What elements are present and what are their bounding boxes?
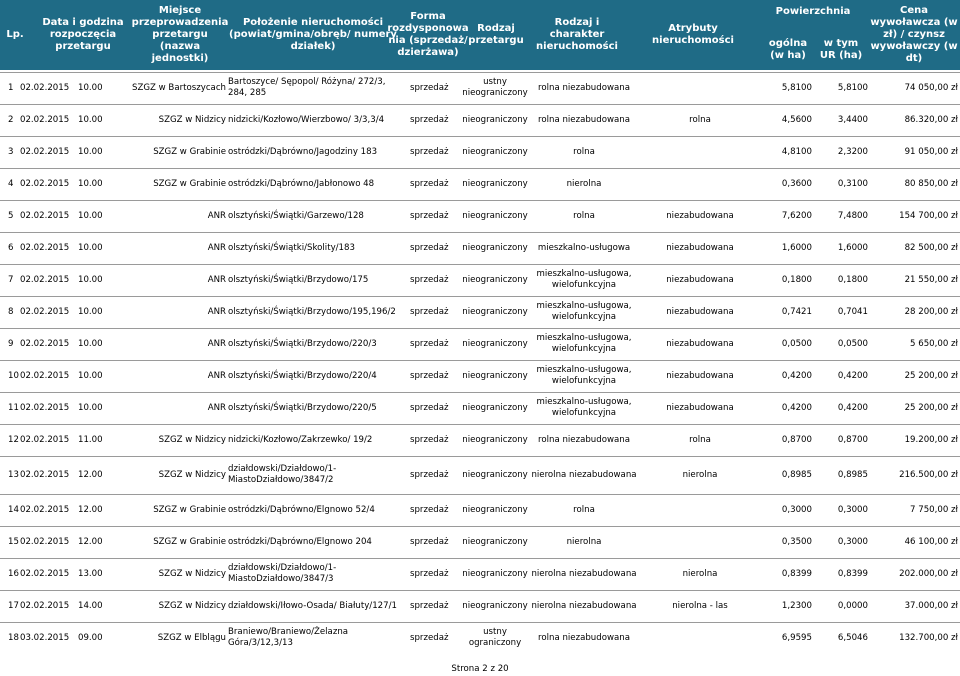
cell-place: SZGZ w Nidzicy [158,568,226,579]
cell-location: nidzicki/Kozłowo/Wierzbowo/ 3/3,3/4 [228,114,385,125]
cell-type: nieograniczony [462,504,528,515]
cell-time: 10.00 [78,210,103,221]
table-row [0,296,960,328]
cell-attributes: niezabudowana [666,210,734,221]
cell-time: 12.00 [78,504,103,515]
cell-type: nieograniczony [462,114,528,125]
cell-place: SZGZ w Nidzicy [158,114,226,125]
cell-area-total: 7,6200 [781,210,812,221]
table-row [0,494,960,526]
cell-area-ur: 0,3000 [837,536,868,547]
cell-lp: 10 [8,370,19,381]
cell-location: ostródzki/Dąbrówno/Jagodziny 183 [228,146,378,157]
cell-type: nieograniczony [462,274,528,285]
cell-lp: 17 [8,600,19,611]
cell-place: ANR [207,338,226,349]
cell-place: SZGZ w Grabinie [153,146,226,157]
cell-date: 02.02.2015 [20,434,70,445]
cell-area-ur: 0,8700 [837,434,868,445]
cell-price: 216.500,00 zł [899,469,958,480]
cell-kind: rolna [573,504,595,515]
table-row [0,526,960,558]
cell-type: nieograniczony [462,146,528,157]
cell-date: 02.02.2015 [20,146,70,157]
cell-lp: 5 [8,210,14,221]
cell-area-total: 4,5600 [781,114,812,125]
cell-lp: 7 [8,274,14,285]
cell-date: 02.02.2015 [20,274,70,285]
cell-area-ur: 6,5046 [837,632,868,643]
cell-time: 10.00 [78,402,103,413]
cell-date: 02.02.2015 [20,469,70,480]
cell-location: działdowski/Iłowo-Osada/ Białuty/127/1 [228,600,397,611]
cell-attributes: niezabudowana [666,274,734,285]
cell-type: nieograniczony [462,370,528,381]
cell-date: 02.02.2015 [20,600,70,611]
cell-form: sprzedaż [410,469,449,480]
cell-form: sprzedaż [410,210,449,221]
cell-area-ur: 0,4200 [837,370,868,381]
cell-area-ur: 0,3100 [837,178,868,189]
cell-price: 80 850,00 zł [904,178,958,189]
cell-kind: mieszkalno-usługowa, wielofunkcyjna [536,365,632,386]
cell-price: 82 500,00 zł [904,242,958,253]
cell-attributes [640,168,760,200]
table-row [0,424,960,456]
table-row [0,200,960,232]
cell-time: 10.00 [78,370,103,381]
cell-kind: rolna [573,146,595,157]
cell-form: sprzedaż [410,536,449,547]
cell-area-total: 0,0500 [781,338,812,349]
table-row [0,104,960,136]
cell-lp: 15 [8,536,19,547]
cell-type: nieograniczony [462,434,528,445]
cell-area-total: 0,8399 [781,568,812,579]
cell-area-ur: 7,4800 [837,210,868,221]
cell-date: 02.02.2015 [20,402,70,413]
cell-form: sprzedaż [410,632,449,643]
cell-type: nieograniczony [462,338,528,349]
cell-lp: 4 [8,178,14,189]
cell-time: 13.00 [78,568,103,579]
cell-form: sprzedaż [410,114,449,125]
cell-location: ostródzki/Dąbrówno/Elgnowo 52/4 [228,504,375,515]
cell-date: 02.02.2015 [20,242,70,253]
cell-form: sprzedaż [410,178,449,189]
cell-type: nieograniczony [462,469,528,480]
header-location: Położenie nieruchomości (powiat/gmina/obręb/ numery działek) [229,17,397,52]
cell-kind: mieszkalno-usługowa [537,242,631,253]
cell-type: nieograniczony [462,536,528,547]
cell-price: 37.000,00 zł [904,600,958,611]
cell-date: 02.02.2015 [20,370,70,381]
cell-form: sprzedaż [410,600,449,611]
cell-place: SZGZ w Grabinie [153,504,226,515]
cell-price: 21 550,00 zł [904,274,958,285]
header-area-total: ogólna (w ha) [768,38,808,61]
cell-time: 14.00 [78,600,103,611]
cell-price: 132.700,00 zł [899,632,958,643]
cell-place: SZGZ w Nidzicy [158,469,226,480]
cell-area-ur: 0,0000 [837,600,868,611]
header-lp: Lp. [6,29,24,40]
cell-date: 02.02.2015 [20,536,70,547]
cell-type: nieograniczony [462,178,528,189]
cell-area-ur: 0,4200 [837,402,868,413]
cell-kind: nierolna [566,178,602,189]
table-row [0,72,960,104]
cell-kind: nierolna niezabudowana [531,469,637,480]
header-form: Forma rozdysponowa nia (sprzedaż/ dzierżawa) [387,11,469,58]
cell-area-total: 0,1800 [781,274,812,285]
cell-kind: mieszkalno-usługowa, wielofunkcyjna [536,301,632,322]
cell-attributes [640,136,760,168]
cell-price: 28 200,00 zł [904,306,958,317]
table-row [0,136,960,168]
cell-kind: rolna [573,210,595,221]
cell-location: działdowski/Działdowo/1-MiastoDziałdowo/3847/3 [228,563,337,584]
cell-lp: 6 [8,242,14,253]
cell-area-total: 1,6000 [781,242,812,253]
cell-lp: 9 [8,338,14,349]
cell-place: ANR [207,242,226,253]
cell-attributes: rolna [689,434,711,445]
cell-location: olsztyński/Świątki/Brzydowo/220/4 [228,370,377,381]
cell-price: 25 200,00 zł [904,370,958,381]
cell-date: 02.02.2015 [20,504,70,515]
table-row [0,622,960,654]
cell-form: sprzedaż [410,146,449,157]
table-row [0,360,960,392]
cell-place: SZGZ w Bartoszycach [132,82,226,93]
header-place: Miejsce przeprowadzenia przetargu (nazwa jednostki) [131,5,229,64]
cell-lp: 11 [8,402,19,413]
cell-time: 09.00 [78,632,103,643]
cell-place: ANR [207,306,226,317]
cell-kind: mieszkalno-usługowa, wielofunkcyjna [536,269,632,290]
cell-price: 19.200,00 zł [904,434,958,445]
cell-kind: mieszkalno-usługowa, wielofunkcyjna [536,397,632,418]
cell-price: 86.320,00 zł [904,114,958,125]
cell-form: sprzedaż [410,370,449,381]
header-type: Rodzaj przetargu [468,23,524,46]
cell-attributes: niezabudowana [666,306,734,317]
table-row [0,264,960,296]
cell-area-total: 0,3500 [781,536,812,547]
cell-area-total: 5,8100 [781,82,812,93]
cell-form: sprzedaż [410,434,449,445]
cell-area-total: 4,8100 [781,146,812,157]
cell-form: sprzedaż [410,242,449,253]
cell-place: SZGZ w Elblągu [157,632,226,643]
cell-price: 202.000,00 zł [899,568,958,579]
cell-time: 10.00 [78,178,103,189]
cell-area-ur: 0,3000 [837,504,868,515]
cell-lp: 2 [8,114,14,125]
cell-price: 74 050,00 zł [904,82,958,93]
cell-time: 10.00 [78,82,103,93]
table-row [0,232,960,264]
cell-time: 10.00 [78,338,103,349]
cell-type: nieograniczony [462,568,528,579]
cell-place: SZGZ w Grabinie [153,536,226,547]
cell-price: 154 700,00 zł [899,210,958,221]
cell-time: 10.00 [78,146,103,157]
page-footer: Strona 2 z 20 [451,664,509,674]
cell-form: sprzedaż [410,338,449,349]
cell-price: 91 050,00 zł [904,146,958,157]
table-row [0,168,960,200]
cell-area-total: 0,4200 [781,402,812,413]
cell-attributes: nierolna - las [672,600,728,611]
cell-location: olsztyński/Świątki/Brzydowo/175 [228,274,369,285]
cell-location: olsztyński/Świątki/Brzydowo/220/3 [228,338,377,349]
cell-date: 03.02.2015 [20,632,70,643]
table-header [0,0,960,70]
cell-area-ur: 5,8100 [837,82,868,93]
cell-time: 10.00 [78,114,103,125]
cell-area-total: 0,4200 [781,370,812,381]
cell-attributes [640,72,760,104]
cell-time: 10.00 [78,274,103,285]
cell-price: 7 750,00 zł [910,504,958,515]
cell-attributes [640,622,760,654]
header-price: Cena wywoławcza (w zł) / czynsz wywoławczy (w dt) [870,5,958,64]
cell-location: Braniewo/Braniewo/Żelazna Góra/3/12,3/13 [228,627,349,648]
cell-price: 25 200,00 zł [904,402,958,413]
cell-type: nieograniczony [462,306,528,317]
cell-form: sprzedaż [410,568,449,579]
cell-date: 02.02.2015 [20,306,70,317]
cell-date: 02.02.2015 [20,82,70,93]
cell-area-ur: 0,7041 [837,306,868,317]
cell-area-total: 0,3600 [781,178,812,189]
cell-lp: 18 [8,632,19,643]
cell-place: ANR [207,274,226,285]
header-kind: Rodzaj i charakter nieruchomości [536,17,618,52]
cell-kind: nierolna [566,536,602,547]
cell-price: 5 650,00 zł [910,338,958,349]
cell-area-total: 0,8700 [781,434,812,445]
table-row [0,558,960,590]
cell-lp: 12 [8,434,19,445]
cell-attributes [640,494,760,526]
cell-place: ANR [207,210,226,221]
header-date: Data i godzina rozpoczęcia przetargu [42,17,124,52]
cell-area-ur: 0,1800 [837,274,868,285]
cell-time: 10.00 [78,242,103,253]
cell-location: olsztyński/Świątki/Brzydowo/220/5 [228,402,377,413]
cell-type: nieograniczony [462,210,528,221]
header-attributes: Atrybuty nieruchomości [652,23,734,46]
table-row [0,328,960,360]
cell-kind: mieszkalno-usługowa, wielofunkcyjna [536,333,632,354]
cell-kind: rolna niezabudowana [538,632,630,643]
table-row [0,456,960,494]
cell-type: nieograniczony [462,242,528,253]
cell-attributes: niezabudowana [666,402,734,413]
cell-attributes: niezabudowana [666,338,734,349]
cell-date: 02.02.2015 [20,210,70,221]
cell-area-total: 1,2300 [781,600,812,611]
cell-kind: rolna niezabudowana [538,114,630,125]
cell-date: 02.02.2015 [20,338,70,349]
cell-area-ur: 0,0500 [837,338,868,349]
header-area-ur: w tym UR (ha) [819,38,863,61]
cell-kind: rolna niezabudowana [538,434,630,445]
cell-place: ANR [207,370,226,381]
cell-location: ostródzki/Dąbrówno/Elgnowo 204 [228,536,372,547]
cell-location: olsztyński/Świątki/Garzewo/128 [228,210,364,221]
table-row [0,590,960,622]
cell-lp: 16 [8,568,19,579]
cell-date: 02.02.2015 [20,568,70,579]
cell-location: ostródzki/Dąbrówno/Jabłonowo 48 [228,178,375,189]
cell-kind: nierolna niezabudowana [531,600,637,611]
cell-kind: rolna niezabudowana [538,82,630,93]
cell-area-ur: 0,8399 [837,568,868,579]
cell-date: 02.02.2015 [20,178,70,189]
cell-form: sprzedaż [410,504,449,515]
cell-type: nieograniczony [462,402,528,413]
table-row [0,392,960,424]
cell-area-ur: 1,6000 [837,242,868,253]
cell-attributes: nierolna [682,469,718,480]
cell-attributes: niezabudowana [666,242,734,253]
cell-kind: nierolna niezabudowana [531,568,637,579]
cell-form: sprzedaż [410,306,449,317]
cell-location: olsztyński/Świątki/Brzydowo/195,196/2 [228,306,396,317]
cell-lp: 8 [8,306,14,317]
header-area: Powierzchnia [775,6,851,17]
cell-form: sprzedaż [410,402,449,413]
cell-date: 02.02.2015 [20,114,70,125]
cell-location: olsztyński/Świątki/Skolity/183 [228,242,355,253]
cell-area-ur: 0,8985 [837,469,868,480]
cell-type: ustny ograniczony [468,627,522,648]
cell-time: 12.00 [78,536,103,547]
cell-place: SZGZ w Grabinie [153,178,226,189]
cell-lp: 14 [8,504,19,515]
cell-form: sprzedaż [410,82,449,93]
cell-price: 46 100,00 zł [904,536,958,547]
cell-attributes [640,526,760,558]
cell-time: 10.00 [78,306,103,317]
cell-time: 11.00 [78,434,103,445]
cell-area-total: 0,3000 [781,504,812,515]
cell-area-ur: 2,3200 [837,146,868,157]
cell-attributes: niezabudowana [666,370,734,381]
cell-attributes: rolna [689,114,711,125]
cell-area-total: 0,8985 [781,469,812,480]
cell-time: 12.00 [78,469,103,480]
cell-place: SZGZ w Nidzicy [158,600,226,611]
cell-place: ANR [207,402,226,413]
cell-area-ur: 3,4400 [837,114,868,125]
cell-attributes: nierolna [682,568,718,579]
cell-lp: 1 [8,82,14,93]
cell-form: sprzedaż [410,274,449,285]
cell-area-total: 0,7421 [781,306,812,317]
cell-lp: 3 [8,146,14,157]
cell-area-total: 6,9595 [781,632,812,643]
cell-lp: 13 [8,469,19,480]
cell-location: działdowski/Działdowo/1-MiastoDziałdowo/3847/2 [228,464,337,485]
cell-type: nieograniczony [462,600,528,611]
cell-type: ustny nieograniczony [462,77,528,98]
cell-location: nidzicki/Kozłowo/Zakrzewko/ 19/2 [228,434,373,445]
cell-location: Bartoszyce/ Sępopol/ Różyna/ 272/3, 284, 285 [228,77,386,98]
cell-place: SZGZ w Nidzicy [158,434,226,445]
